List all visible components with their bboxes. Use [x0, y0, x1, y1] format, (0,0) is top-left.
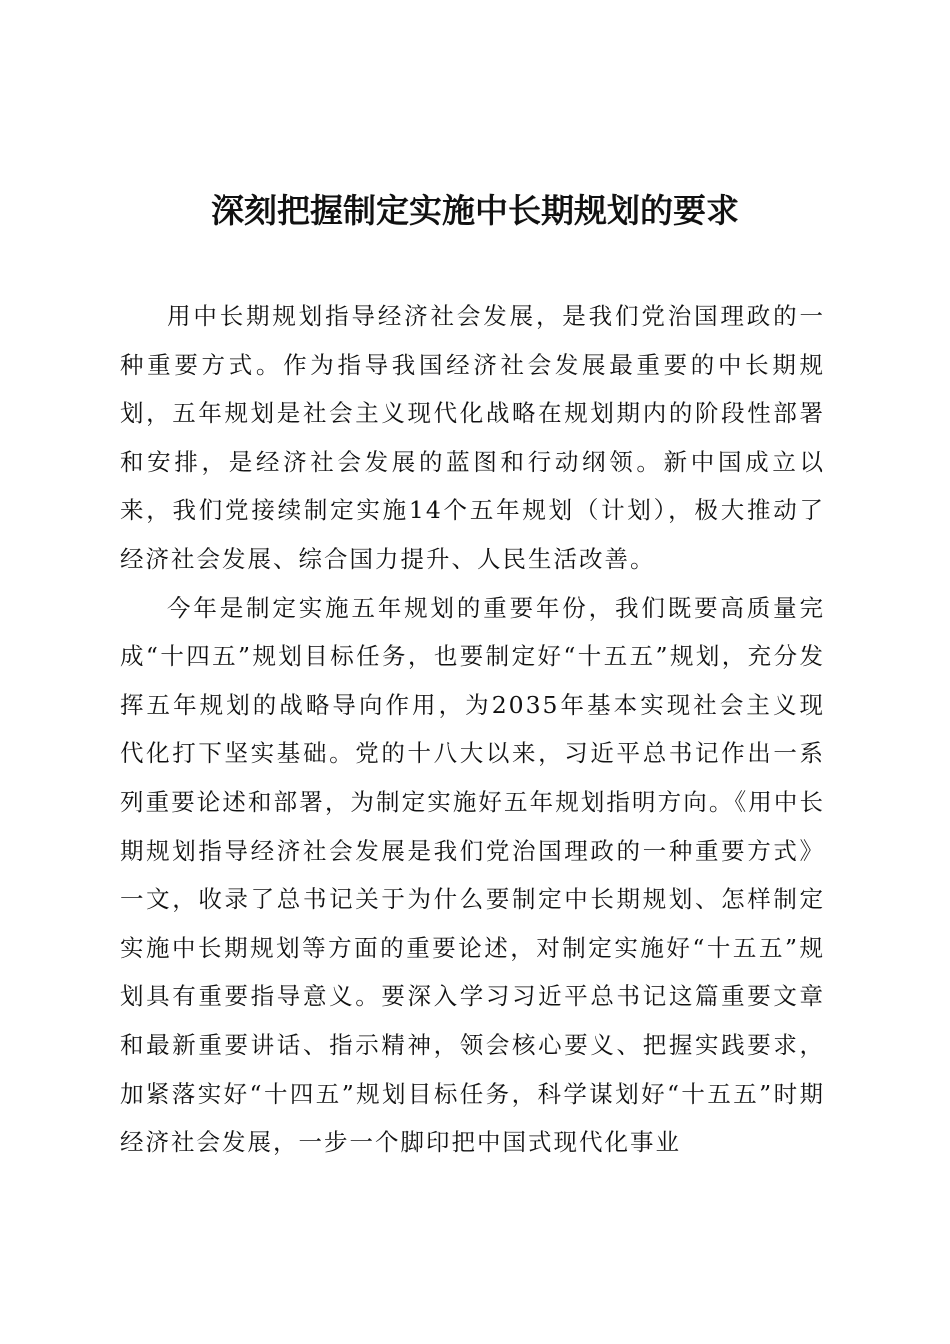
document-title: 深刻把握制定实施中长期规划的要求	[211, 191, 739, 230]
document-body	[120, 292, 825, 1167]
paragraph-2: 今年是制定实施五年规划的重要年份，我们既要高质量完成“十四五”规划目标任务，也要制定好“十五五”规划，充分发挥五年规划的战略导向作用，为2035年基本实现社会主义现代化打下坚实基础。党的十八大以来，习近平总书记作出一系列重要论述和部署，为制定实施好五年规划指明方向。《用中长期规划指导经济社会发展是我们党治国理政的一种重要方式》一文，收录了总书记关于为什么要制定中长期规划、怎样制定实施中长期规划等方面的重要论述，对制定实施好“十五五”规划具有重要指导意义。要深入学习习近平总书记这篇重要文章和最新重要讲话、指示精神，领会核心要义、把握实践要求，加紧落实好“十四五”规划目标任务，科学谋划好“十五五”时期经济社会发展，一步一个脚印把中国式现代化事业	[120, 593, 825, 1157]
paragraph-1: 用中长期规划指导经济社会发展，是我们党治国理政的一种重要方式。作为指导我国经济社会发展最重要的中长期规划，五年规划是社会主义现代化战略在规划期内的阶段性部署和安排，是经济社会发展的蓝图和行动纲领。新中国成立以来，我们党接续制定实施14个五年规划（计划），极大推动了经济社会发展、综合国力提升、人民生活改善。	[120, 302, 825, 573]
